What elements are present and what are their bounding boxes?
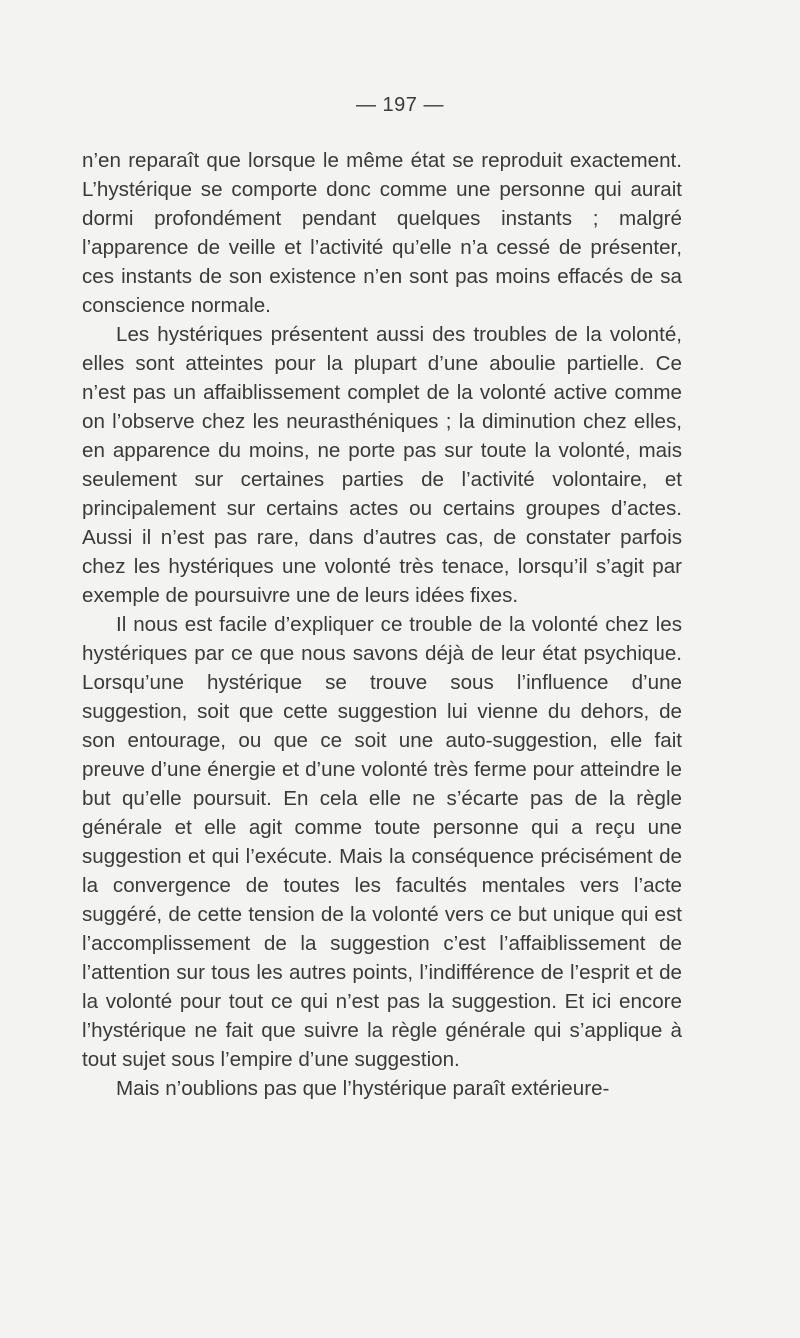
paragraph: Les hystériques présentent aussi des troubles de la volonté, elles sont atteintes pour la plupart d’une aboulie partielle. Ce n’est pas un affaiblissement complet de la volonté active comme on l’observe chez les neurasthéniques ; la diminution chez elles, en apparence du moins, ne porte pas sur toute la volonté, mais seulement sur certaines parties de l’activité volontaire, et principalement sur certains actes ou certains groupes d’actes. Aussi il n’est pas rare, dans d’autres cas, de constater parfois chez les hystériques une volonté très tenace, lorsqu’il s’agit par exemple de poursuivre une de leurs idées fixes. [82,323,682,607]
body-text [82,146,682,1103]
paragraph: Mais n’oublions pas que l’hystérique paraît extérieure- [116,1077,610,1100]
paragraph: n’en reparaît que lorsque le même état se reproduit exactement. L’hystérique se comporte donc comme une personne qui aurait dormi profondément pendant quelques instants ; malgré l’apparence de veille et l’activité qu’elle n’a cessé de présenter, ces instants de son existence n’en sont pas moins effacés de sa conscience normale. [82,149,682,317]
page-number: — 197 — [356,94,444,116]
paragraph: Il nous est facile d’expliquer ce trouble de la volonté chez les hystériques par ce que nous savons déjà de leur état psychique. Lorsqu’une hystérique se trouve sous l’influence d’une suggestion, soit que cette suggestion lui vienne du dehors, de son entourage, ou que ce soit une auto-suggestion, elle fait preuve d’une énergie et d’une volonté très ferme pour atteindre le but qu’elle poursuit. En cela elle ne s’écarte pas de la règle générale et elle agit comme toute personne qui a reçu une suggestion et qui l’exécute. Mais la conséquence précisément de la convergence de toutes les facultés mentales vers l’acte suggéré, de cette tension de la volonté vers ce but unique qui est l’accomplissement de la suggestion c’est l’affaiblissement de l’attention sur tous les autres points, l’indifférence de l’esprit et de la volonté pour tout ce qui n’est pas la suggestion. Et ici encore l’hystérique ne fait que suivre la règle générale qui s’applique à tout sujet sous l’empire d’une suggestion. [82,613,682,1071]
